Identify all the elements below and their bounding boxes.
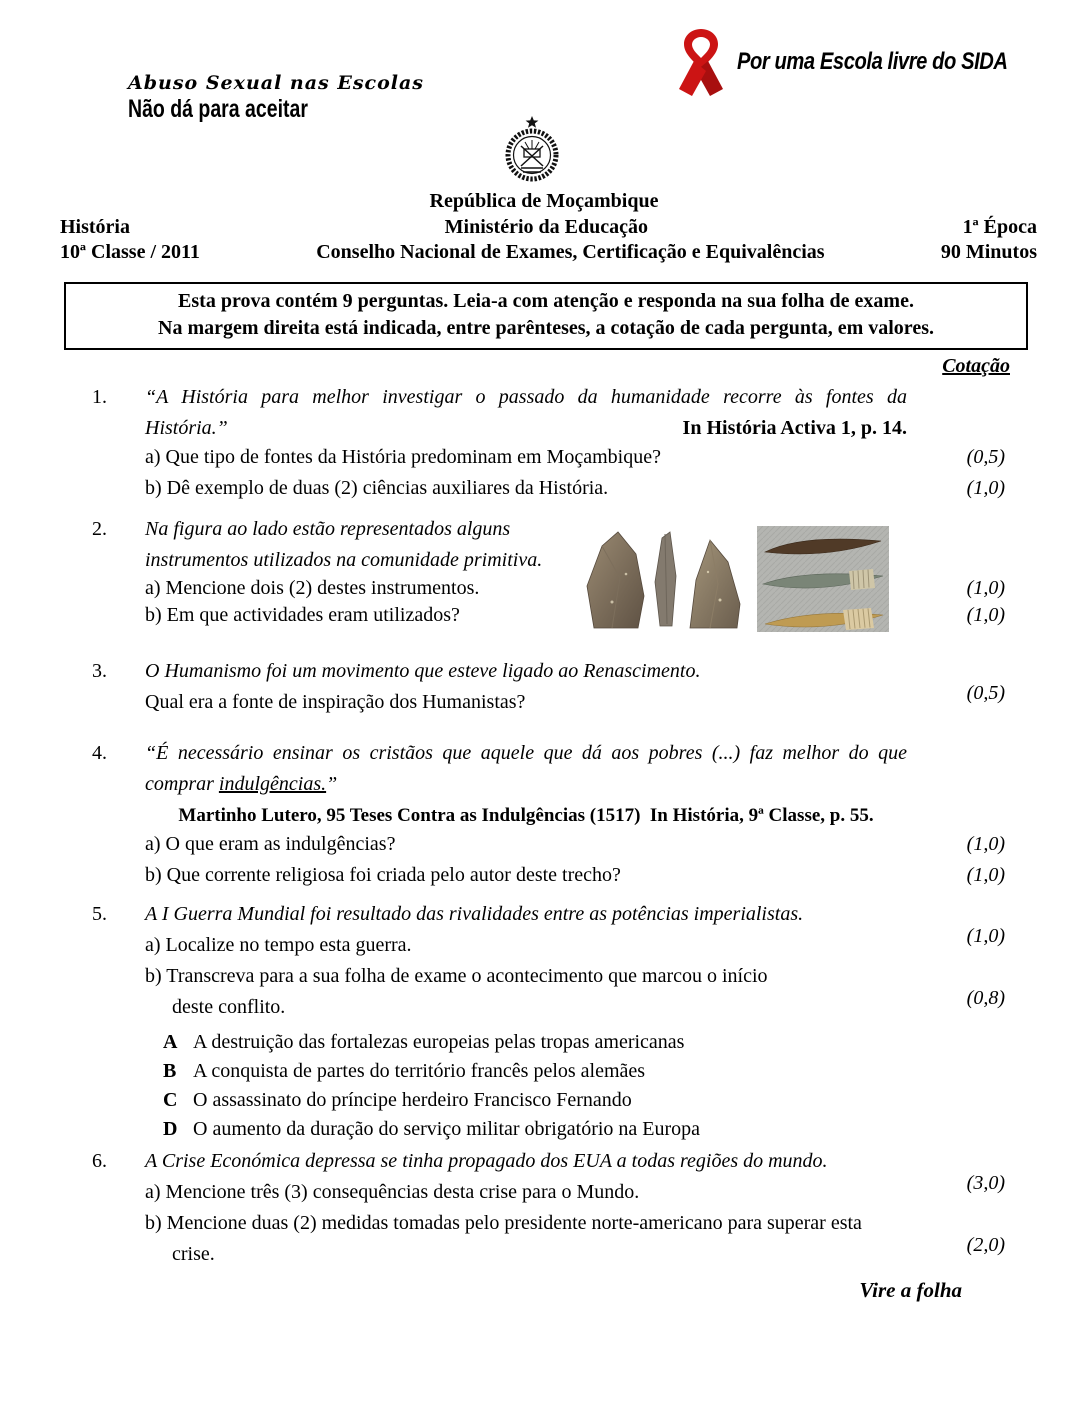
item-score: (1,0) [966, 604, 1005, 626]
question-item: b) Dê exemplo de duas (2) ciências auxiliares da História. (1,0) [145, 473, 1005, 504]
ministry-label: Ministério da Educação [444, 216, 648, 238]
option-letter: C [163, 1089, 178, 1111]
question-number: 6. [92, 1150, 107, 1172]
question-stem: comprar indulgências.” [145, 773, 338, 795]
item-score: (1,0) [966, 925, 1005, 947]
instruction-line-2: Na margem direita está indicada, entre parênteses, a cotação de cada pergunta, em valores. [158, 317, 934, 339]
question-5 [92, 899, 1005, 1144]
question-item: b) Em que actividades eram utilizados? (1,0) [145, 600, 1005, 631]
question-number: 5. [92, 903, 107, 925]
campaign-bold-line: Não dá para aceitar [128, 95, 308, 123]
question-item: a) O que eram as indulgências? (1,0) [145, 829, 1005, 860]
question-stem: “A História para melhor investigar o passado da humanidade recorre às fontes da [145, 386, 907, 408]
question-item: crise. (2,0) [145, 1239, 1005, 1270]
question-item: b) Transcreva para a sua folha de exame o acontecimento que marcou o início [145, 965, 768, 987]
item-score: (1,0) [966, 477, 1005, 499]
instructions-box [64, 282, 1028, 350]
subject-label: História [60, 216, 130, 238]
underlined-term: indulgências. [218, 773, 327, 795]
duration-label: 90 Minutos [940, 241, 1037, 263]
question-4 [92, 738, 1005, 891]
question-item: deste conflito. (0,8) [145, 992, 1005, 1023]
council-label: Conselho Nacional de Exames, Certificação e Equivalências [316, 241, 825, 263]
question-number: 4. [92, 742, 107, 764]
question-stem: instrumentos utilizados na comunidade primitiva. [145, 549, 543, 571]
option-letter: A [163, 1031, 178, 1053]
question-number: 1. [92, 386, 107, 408]
item-score: (0,5) [966, 446, 1005, 468]
national-emblem-icon [501, 116, 563, 190]
option-row [145, 1028, 1005, 1057]
choice-options [145, 1028, 1005, 1144]
item-score: (1,0) [966, 577, 1005, 599]
question-item: b) Mencione duas (2) medidas tomadas pelo presidente norte-americano para superar esta [145, 1212, 862, 1234]
epoch-label: 1ª Época [962, 216, 1037, 238]
item-score: (0,5) [966, 682, 1005, 704]
option-row [145, 1115, 1005, 1144]
aids-banner [670, 26, 1059, 108]
question-number: 3. [92, 660, 107, 682]
option-text: A conquista de partes do território francês pelos alemães [193, 1060, 646, 1082]
quote-source: In História Activa 1, p. 14. [682, 417, 907, 439]
turn-page-note: Vire a folha [859, 1278, 962, 1302]
question-stem: A Crise Económica depressa se tinha propagado dos EUA a todas regiões do mundo. [145, 1150, 828, 1172]
option-text: A destruição das fortalezas europeias pelas tropas americanas [193, 1031, 685, 1053]
item-score: (1,0) [966, 864, 1005, 886]
question-item: a) Mencione três (3) consequências desta crise para o Mundo. (3,0) [145, 1177, 1005, 1208]
item-score: (0,8) [966, 987, 1005, 1009]
question-stem: “É necessário ensinar os cristãos que aquele que dá aos pobres (...) faz melhor do que [145, 742, 907, 764]
header-row-2 [60, 240, 1037, 265]
question-item: a) Que tipo de fontes da História predominam em Moçambique? (0,5) [145, 442, 1005, 473]
option-letter: B [163, 1060, 177, 1082]
question-1 [92, 382, 1005, 504]
campaign-banner [128, 72, 424, 124]
question-number: 2. [92, 518, 107, 540]
question-6 [92, 1146, 1005, 1270]
campaign-script-line: Abuso Sexual nas Escolas [128, 72, 425, 94]
question-3 [92, 656, 1005, 718]
item-score: (2,0) [966, 1234, 1005, 1256]
question-stem: Na figura ao lado estão representados alguns [145, 518, 511, 540]
question-2 [92, 514, 1005, 631]
option-text: O assassinato do príncipe herdeiro Francisco Fernando [193, 1089, 632, 1111]
option-text: O aumento da duração do serviço militar obrigatório na Europa [193, 1118, 701, 1140]
option-letter: D [163, 1118, 178, 1140]
question-item: Qual era a fonte de inspiração dos Humanistas? (0,5) [145, 687, 1005, 718]
item-score: (1,0) [966, 833, 1005, 855]
question-item: b) Que corrente religiosa foi criada pelo autor deste trecho? (1,0) [145, 860, 1005, 891]
question-item: a) Mencione dois (2) destes instrumentos. (1,0) [145, 573, 1005, 604]
cotacao-header: Cotação [942, 355, 1010, 377]
stone-handaxes-photo [582, 522, 747, 642]
republic-title: República de Moçambique [429, 190, 659, 212]
hafted-blades-photo [757, 526, 889, 642]
aids-slogan: Por uma Escola livre do SIDA [737, 48, 1008, 75]
quote-source: Martinho Lutero, 95 Teses Contra as Indulgências (1517) In História, 9ª Classe, p. 55. [178, 805, 874, 826]
option-row [145, 1086, 1005, 1115]
item-score: (3,0) [966, 1172, 1005, 1194]
option-row [145, 1057, 1005, 1086]
grade-year-label: 10ª Classe / 2011 [60, 241, 200, 263]
aids-ribbon-icon [670, 26, 732, 108]
instruction-line-1: Esta prova contém 9 perguntas. Leia-a com atenção e responda na sua folha de exame. [178, 290, 914, 312]
question-stem: O Humanismo foi um movimento que esteve ligado ao Renascimento. [145, 660, 701, 682]
question-stem: A I Guerra Mundial foi resultado das rivalidades entre as potências imperialistas. [145, 903, 804, 925]
header-row-1 [60, 215, 1037, 240]
question-stem-tail: História.” [145, 417, 228, 439]
question-item: a) Localize no tempo esta guerra. (1,0) [145, 930, 1005, 961]
